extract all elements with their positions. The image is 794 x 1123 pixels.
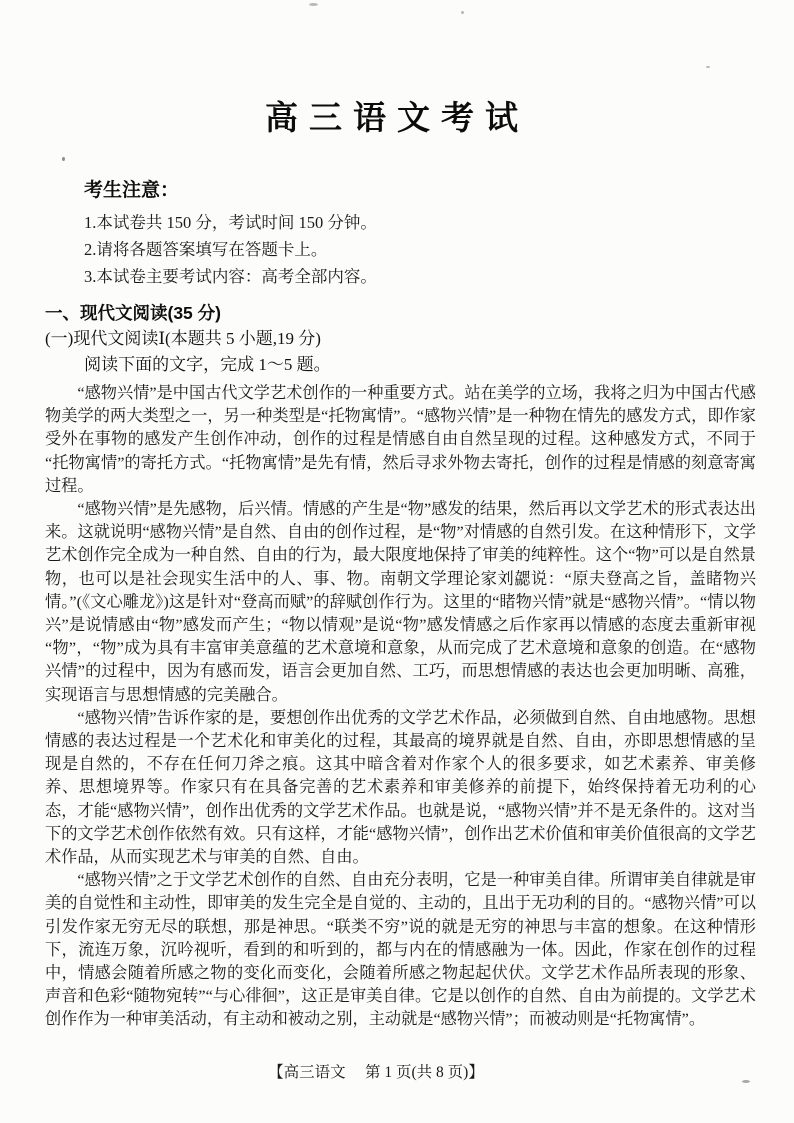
notice-item: 3.本试卷主要考试内容：高考全部内容。 bbox=[84, 267, 377, 286]
exam-notice bbox=[84, 179, 704, 290]
scan-speck bbox=[461, 11, 464, 14]
page-title: 高三语文考试 bbox=[265, 99, 529, 136]
page-footer: 【高三语文 第 1 页(共 8 页)】 bbox=[268, 1064, 484, 1081]
passage-paragraph: “感物兴情”之于文学艺术创作的自然、自由充分表明，它是一种审美自律。所谓审美自律就是审美的自觉性和主动性，即审美的发生完全是自觉的、主动的，且出于无功利的目的。“感物兴情”可以引发作家无穷无尽的联想，那是神思。“联类不穷”说的就是无穷的神思与丰富的想象。在这种情形下，流连万象，沉吟视听，看到的和听到的，都与内在的情感融为一体。因此，作家在创作的过程中，情感会随着所感之物的变化而变化，会随着所感之物起起伏伏。文学艺术作品所表现的形象、声音和色彩“随物宛转”“与心徘徊”，这正是审美自律。它是以创作的自然、自由为前提的。文学艺术创作作为一种审美活动，有主动和被动之别，主动就是“感物兴情”；而被动则是“托物寓情”。 bbox=[45, 871, 756, 1029]
reading-instruction: 阅读下面的文字，完成 1～5 题。 bbox=[84, 355, 331, 374]
reading-section bbox=[45, 300, 756, 1032]
reading-passage bbox=[45, 382, 756, 1032]
passage-paragraph: “感物兴情”是先感物，后兴情。情感的产生是“物”感发的结果，然后再以文学艺术的形式表达出来。这就说明“感物兴情”是自然、自由的创作过程，是“物”对情感的自然引发。在这种情形下，文学艺术创作完全成为一种自然、自由的行为，最大限度地保持了审美的纯粹性。这个“物”可以是自然景物，也可以是社会现实生活中的人、事、物。南朝文学理论家刘勰说：“原夫登高之旨，盖睹物兴情。”(《文心雕龙》)这是针对“登高而赋”的辞赋创作行为。这里的“睹物兴情”就是“感物兴情”。“情以物兴”是说情感由“物”感发而产生；“物以情观”是说“物”感发情感之后作家再以情感的态度去重新审视“物”，“物”成为具有丰富审美意蕴的艺术意境和意象，从而完成了艺术意境和意象的创造。在“感物兴情”的过程中，因为有感而发，语言会更加自然、工巧，而思想情感的表达也会更加明晰、高雅，实现语言与思想情感的完美融合。 bbox=[45, 500, 756, 704]
passage-paragraph: “感物兴情”是中国古代文学艺术创作的一种重要方式。站在美学的立场，我将之归为中国古代感物美学的两大类型之一，另一种类型是“托物寓情”。“感物兴情”是一种物在情先的感发方式，即作家受外在事物的感发产生创作冲动，创作的过程是情感自由自然呈现的过程。这种感发方式，不同于“托物寓情”的寄托方式。“托物寓情”是先有情，然后寻求外物去寄托，创作的过程是情感的刻意寄寓过程。 bbox=[45, 384, 756, 495]
scan-speck bbox=[742, 1080, 750, 1083]
scan-speck bbox=[706, 66, 710, 68]
section-heading: 一、现代文阅读(35 分) bbox=[45, 303, 221, 323]
notice-item: 1.本试卷共 150 分，考试时间 150 分钟。 bbox=[84, 213, 377, 232]
notice-item: 2.请将各题答案填写在答题卡上。 bbox=[84, 240, 328, 259]
scan-speck bbox=[62, 157, 65, 161]
scan-speck bbox=[309, 3, 318, 6]
passage-paragraph: “感物兴情”告诉作家的是，要想创作出优秀的文学艺术作品，必须做到自然、自由地感物。思想情感的表达过程是一个艺术化和审美化的过程，其最高的境界就是自然、自由，亦即思想情感的呈现是自然的，不存在任何刀斧之痕。这其中暗含着对作家个人的很多要求，如艺术素养、审美修养、思想境界等。作家只有在具备完善的艺术素养和审美修养的前提下，始终保持着无功利的心态，才能“感物兴情”，创作出优秀的文学艺术作品。也就是说，“感物兴情”并不是无条件的。这对当下的文学艺术创作依然有效。只有这样，才能“感物兴情”，创作出艺术价值和审美价值很高的文学艺术作品，从而实现艺术与审美的自然、自由。 bbox=[45, 708, 756, 867]
subsection-heading: (一)现代文阅读Ⅰ(本题共 5 小题,19 分) bbox=[45, 329, 321, 348]
notice-heading: 考生注意： bbox=[84, 180, 180, 201]
